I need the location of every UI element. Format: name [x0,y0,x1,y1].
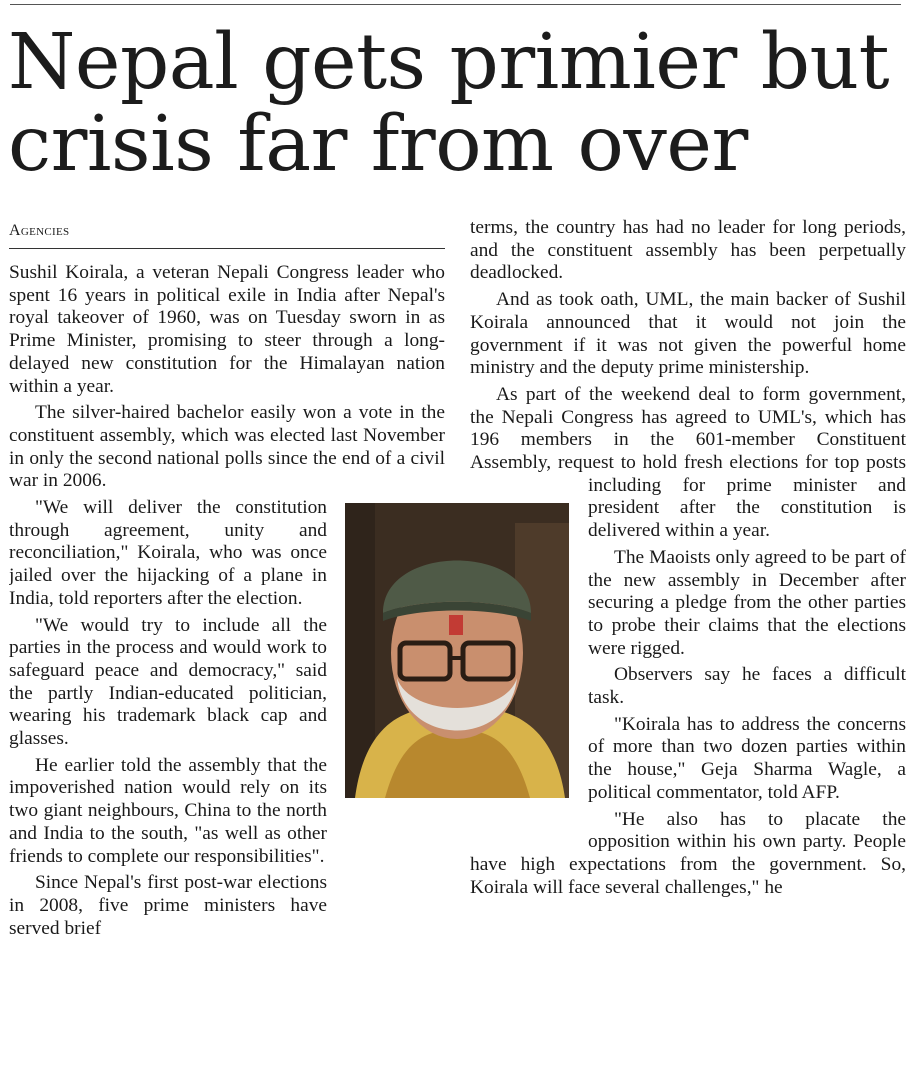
photo [345,503,569,798]
paragraph: "We will deliver the constitution through agreement, unity and reconciliation," Koirala, who was once jailed over the hijacking of a plane in India, told reporters after the election. [9,497,327,609]
paragraph: "He also has to placate the opposition within his own party. People have high expectations from the government. So, Koirala will face several challenges," he [470,808,906,898]
paragraph: "We would try to include all the parties in the process and would work to safeguard peace and democracy," said the partly Indian-educated politician, wearing his trademark black cap and glasses. [9,614,327,750]
portrait-illustration [345,503,569,798]
paragraph: Sushil Koirala, a veteran Nepali Congress leader who spent 16 years in political exile in India after Nepal's royal takeover of 1960, was on Tuesday sworn in as Prime Minister, promising to steer through a long-delayed new constitution for the Himalayan nation within a year. [9,262,445,397]
paragraph: The silver-haired bachelor easily won a vote in the constituent assembly, which was elected last November in only the second national polls since the end of a civil war in 2006. [9,402,445,492]
paragraph: "Koirala has to address the concerns of more than two dozen parties within the house," Geja Sharma Wagle, a political commentator, told AFP. [588,713,906,803]
paragraph: terms, the country has had no leader for long periods, and the constituent assembly has been perpetually deadlocked. [470,217,906,284]
paragraph: He earlier told the assembly that the impoverished nation would rely on its two giant neighbours, China to the north and India to the south, "as well as other friends to complete our responsibilities". [9,754,327,867]
paragraph: As part of the weekend deal to form government, the Nepali Congress has agreed to UML's, which has 196 members in the 601-member Constituent Assembly, request to hold fresh elections for top posts including for prime minister and president after the constitution is delivered within a year. [470,383,906,542]
byline: Agencies [9,222,445,249]
paragraph: The Maoists only agreed to be part of the new assembly in December after securing a pledge from the other parties to probe their claims that the elections were rigged. [588,546,906,659]
paragraph: Since Nepal's first post-war elections in 2008, five prime ministers have served brief [9,872,327,939]
paragraph: And as took oath, UML, the main backer of Sushil Koirala announced that it would not join the government if it was not given the powerful home ministry and the deputy prime ministership. [470,289,906,379]
top-rule [10,4,901,5]
headline: Nepal gets primier but crisis far from over [8,18,890,189]
paragraph: Observers say he faces a difficult task. [588,664,906,709]
